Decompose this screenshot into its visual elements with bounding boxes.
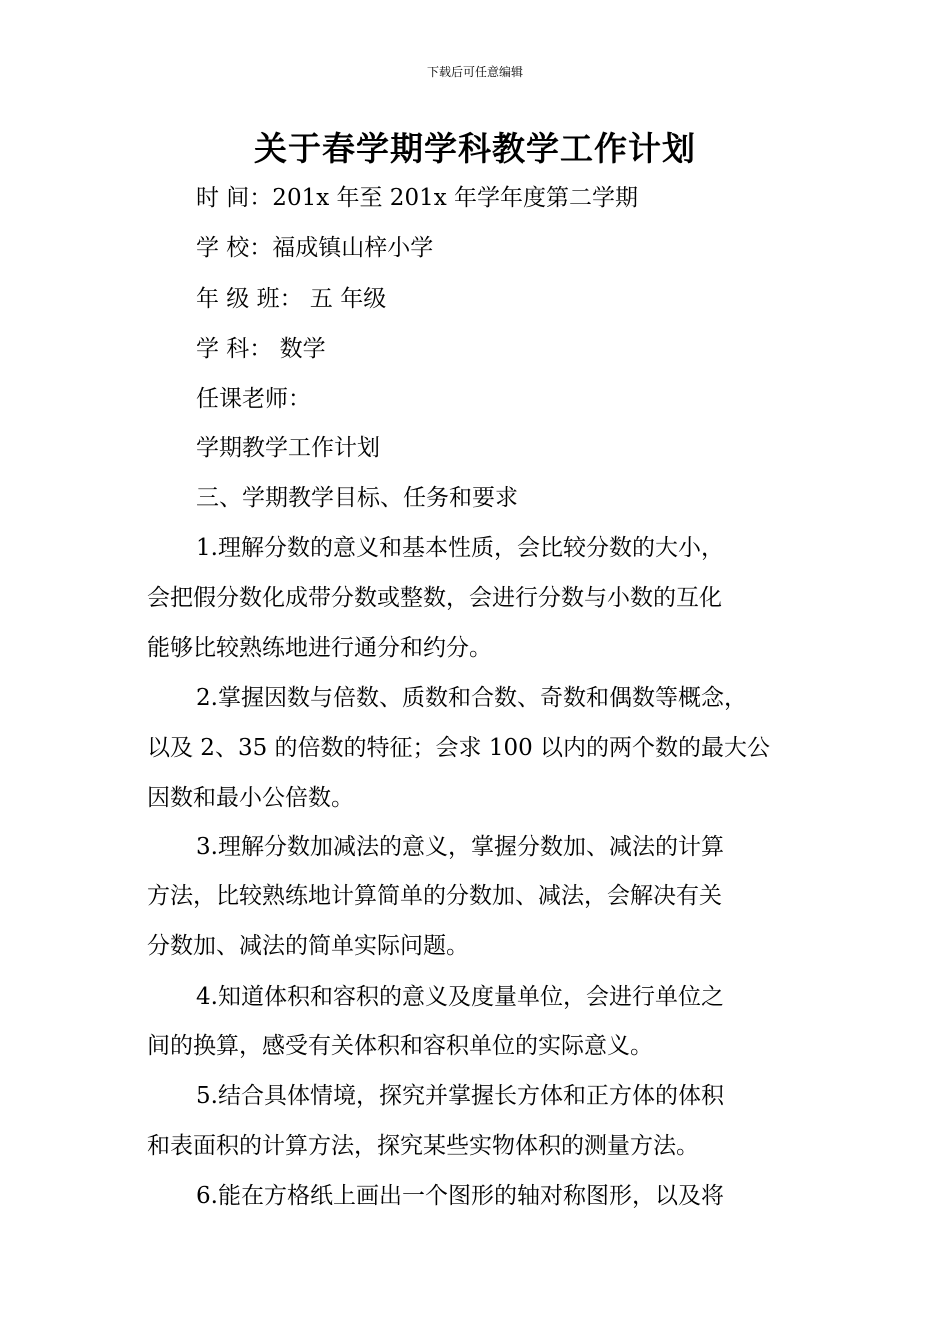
body-line: 因数和最小公倍数。 [147,785,354,811]
body-line: 和表面积的计算方法，探究某些实物体积的测量方法。 [147,1133,699,1159]
body-line: 4.知道体积和容积的意义及度量单位，会进行单位之 [196,984,724,1010]
info-subject: 学 科： 数学 [196,336,326,362]
body-line: 以及 2、35 的倍数的特征；会求 100 以内的两个数的最大公 [147,735,771,761]
info-time: 时 间：201x 年至 201x 年学年度第二学期 [196,185,638,211]
body-line: 会把假分数化成带分数或整数，会进行分数与小数的互化 [147,585,722,611]
body-line: 间的换算，感受有关体积和容积单位的实际意义。 [147,1033,653,1059]
info-plan: 学期教学工作计划 [196,435,380,461]
header-note: 下载后可任意编辑 [426,65,523,79]
body-line: 方法，比较熟练地计算简单的分数加、减法，会解决有关 [147,883,722,909]
section-heading: 三、学期教学目标、任务和要求 [196,485,518,511]
body-line: 5.结合具体情境，探究并掌握长方体和正方体的体积 [196,1083,724,1109]
body-line: 6.能在方格纸上画出一个图形的轴对称图形，以及将 [196,1183,724,1209]
body-line: 2.掌握因数与倍数、质数和合数、奇数和偶数等概念， [196,685,747,711]
body-line: 分数加、减法的简单实际问题。 [147,933,469,959]
info-grade: 年 级 班： 五 年级 [196,286,387,312]
body-line: 能够比较熟练地进行通分和约分。 [147,635,492,661]
document-title: 关于春学期学科教学工作计划 [254,129,696,168]
body-line: 1.理解分数的意义和基本性质，会比较分数的大小， [196,535,724,561]
info-teacher: 任课老师： [196,386,311,412]
info-school: 学 校：福成镇山梓小学 [196,235,434,261]
body-line: 3.理解分数加减法的意义，掌握分数加、减法的计算 [196,834,724,860]
